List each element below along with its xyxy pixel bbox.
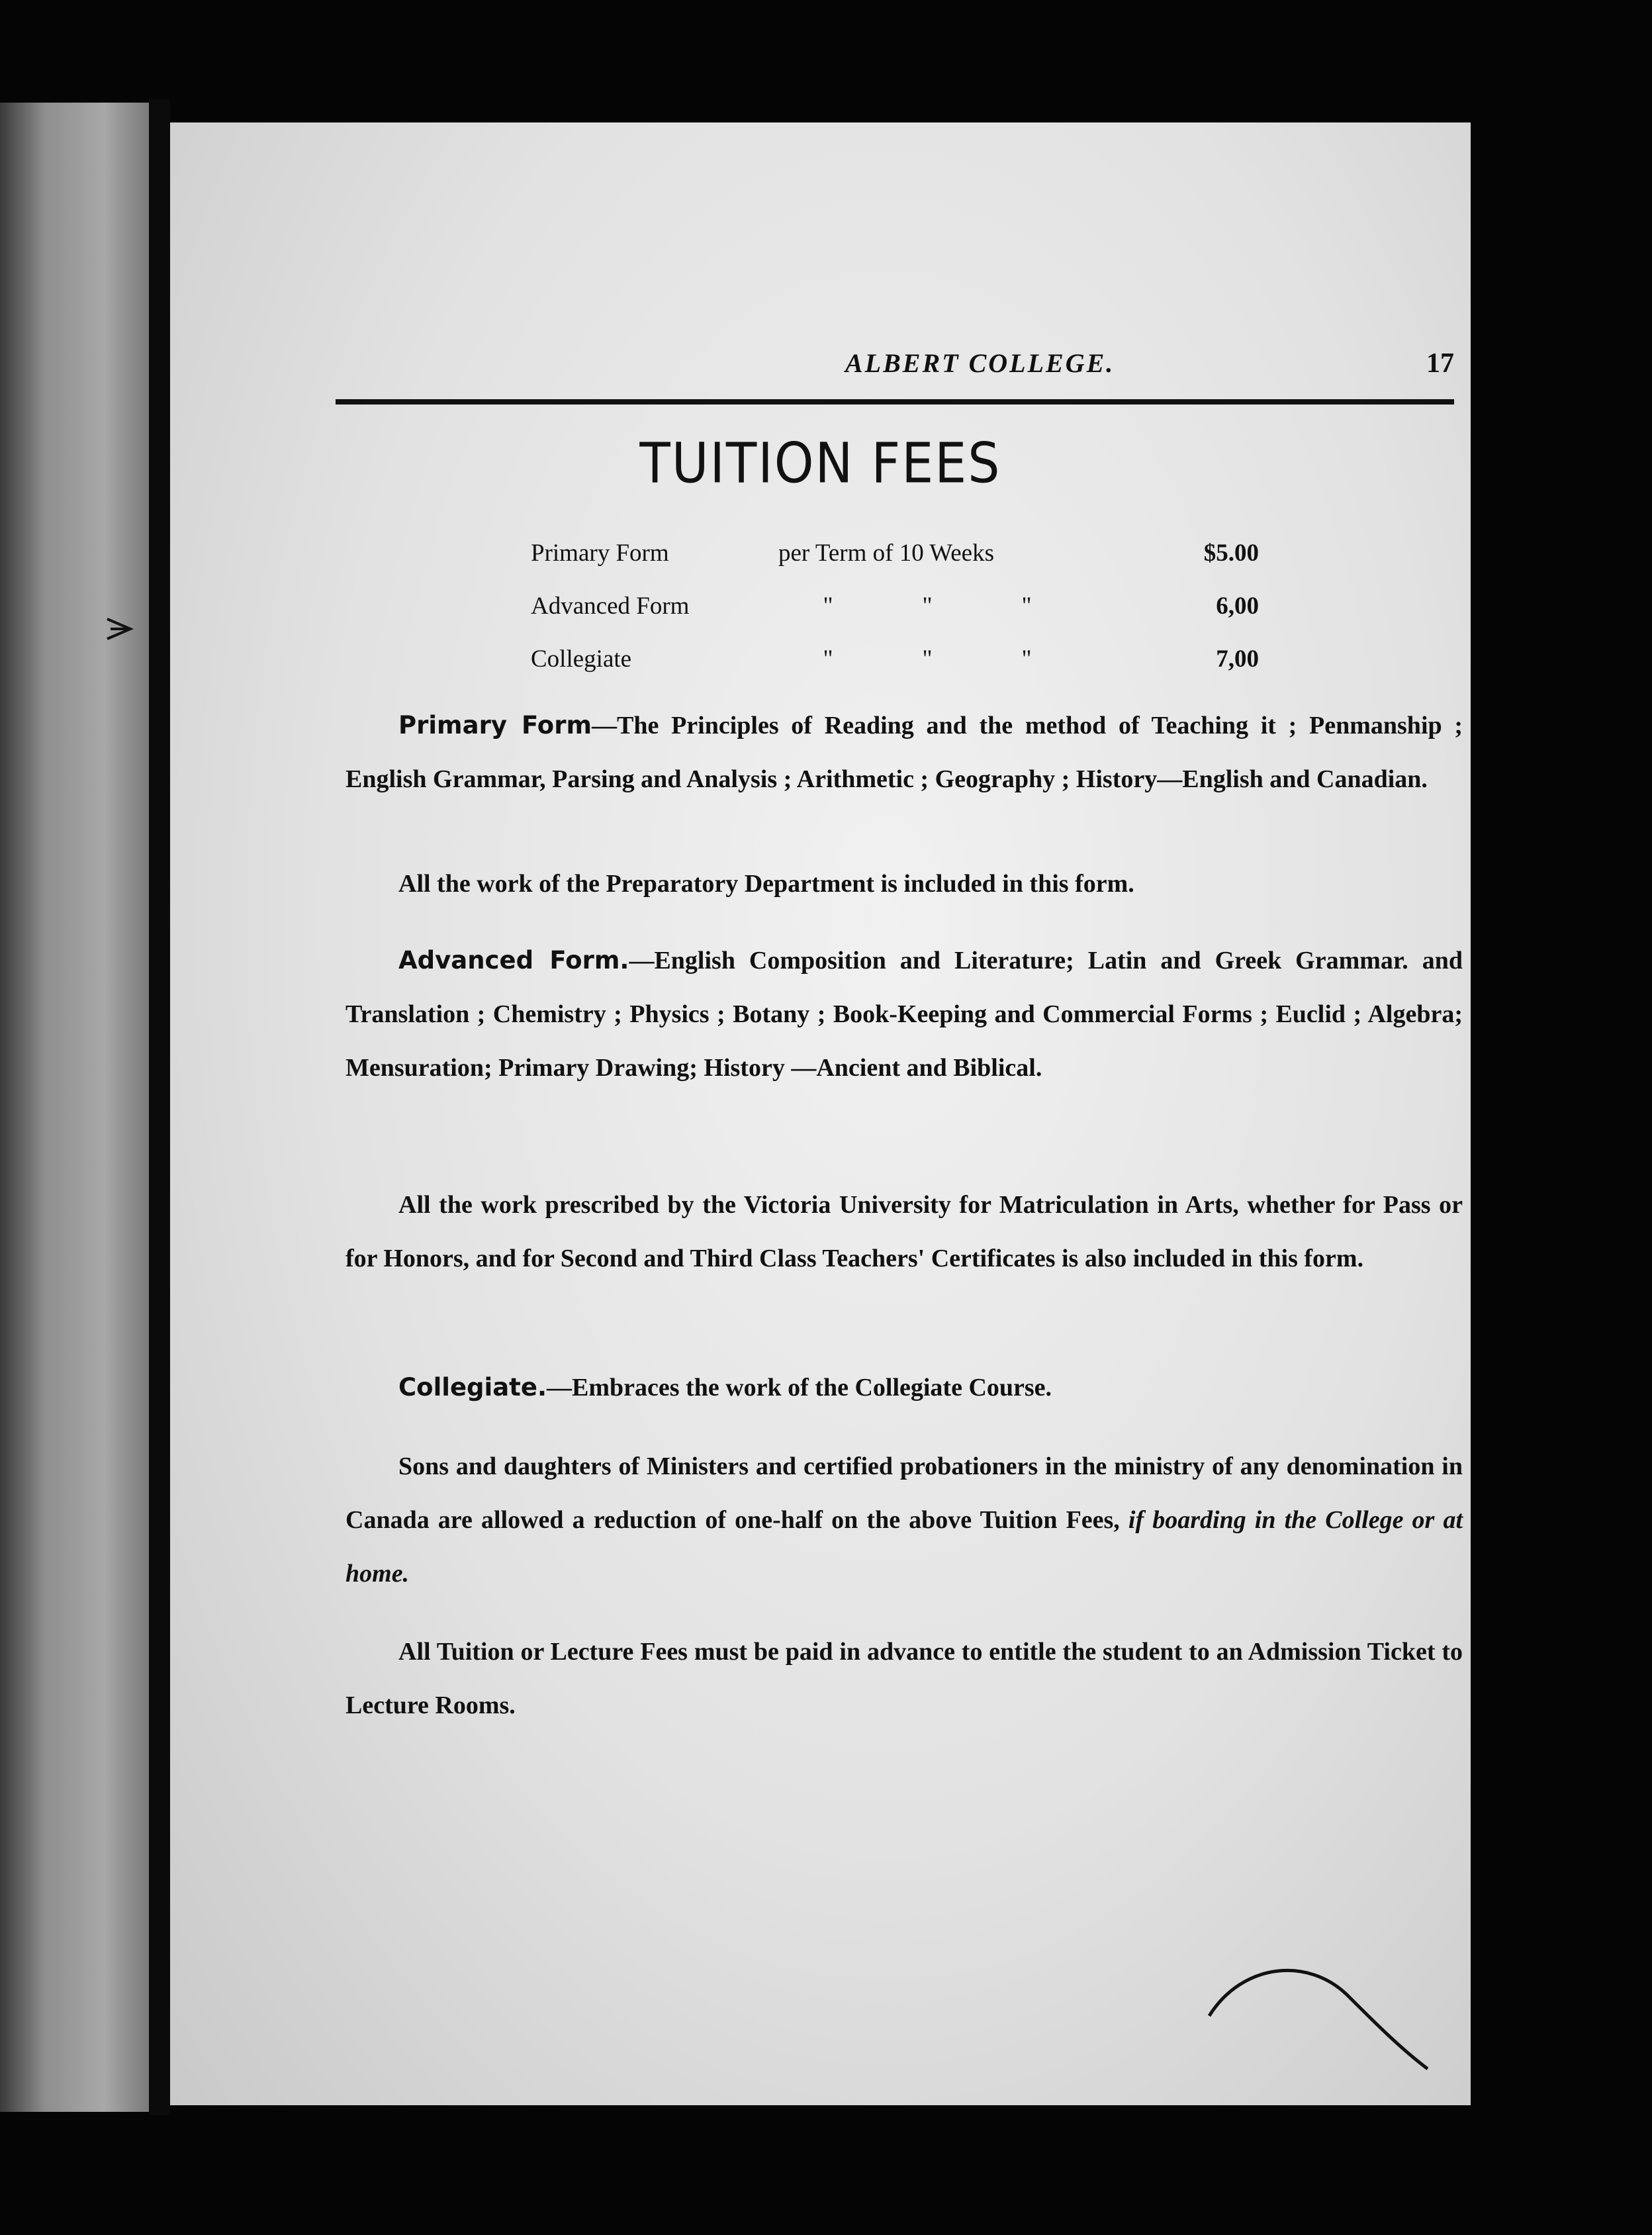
ditto-mark: " [1021,645,1032,673]
paragraph-lead: Primary Form [398,711,592,739]
paragraph-text: Sons and daughters of Ministers and certified probationers in the ministry of any denomination in Canada are allowed a reduction of one-half on the above Tuition Fees, [345,1452,1463,1534]
fee-row [531,632,1259,685]
fee-amount: 6,00 [1216,592,1259,620]
facing-page-edge [0,103,149,2112]
section-title: TUITION FEES [639,430,1001,496]
book-page [170,122,1471,2105]
paragraph-text: All the work of the Preparatory Department is included in this form. [398,870,1134,898]
paragraph-victoria [345,1178,1463,1286]
fee-table [531,526,1259,685]
ditto-mark: " [922,592,933,620]
fee-row [531,579,1259,632]
fee-period [778,579,1135,632]
fee-amount: $5.00 [1203,539,1259,567]
paragraph-text: All the work prescribed by the Victoria University for Matriculation in Arts, whether for Pass or for Honors, and for Second and Third Class Teachers' Certificates is also included in this form. [345,1191,1463,1272]
paragraph-text: All Tuition or Lecture Fees must be paid in advance to entitle the student to an Admission Ticket to Lecture Rooms. [345,1638,1463,1719]
paragraph-advanced-form [345,933,1463,1095]
paragraph-ministers [345,1440,1463,1601]
paragraph-primary-form [345,698,1463,806]
page-number: 17 [1426,348,1454,379]
header-rule [336,399,1454,404]
ditto-mark: " [1021,592,1032,620]
ditto-mark: " [922,645,933,673]
fee-amount: 7,00 [1216,645,1259,673]
ditto-mark: " [823,592,833,620]
ink-curve-mark [1203,1950,1454,2082]
paragraph-collegiate [345,1360,1463,1415]
paragraph-italic: if boarding in the College or at home. [345,1506,1463,1588]
page-header [336,348,1454,427]
running-title: ALBERT COLLEGE. [845,348,1115,378]
paragraph-text: —English Composition and Literature; Latin and Greek Grammar. and Translation ; Chemistry ; Physics ; Botany ; Book-Keeping and Commercial Forms ; Euclid ; Algebra; Mensuration; Primary Drawing; History —Ancient and Biblical. [345,947,1463,1082]
paragraph-text: —Embraces the work of the Collegiate Course. [547,1374,1052,1402]
fee-row [531,526,1259,579]
ditto-mark: " [823,645,833,673]
fee-form: Advanced Form [531,592,690,620]
fee-form: Primary Form [531,539,669,567]
book-spine [149,99,170,2115]
paragraph-text: —The Principles of Reading and the method of Teaching it ; Penmanship ; English Grammar, Parsing and Analysis ; Arithmetic ; Geography ; History—English and Canadian. [345,712,1463,793]
fee-form: Collegiate [531,645,632,673]
paragraph-lead: Collegiate. [398,1373,547,1402]
paragraph-preparatory [345,857,1463,911]
paragraph-lead: Advanced Form. [398,946,629,975]
fee-period [778,632,1135,685]
paragraph-advance-payment [345,1625,1463,1733]
margin-arrow-mark [104,612,144,645]
fee-period: per Term of 10 Weeks [778,539,994,567]
